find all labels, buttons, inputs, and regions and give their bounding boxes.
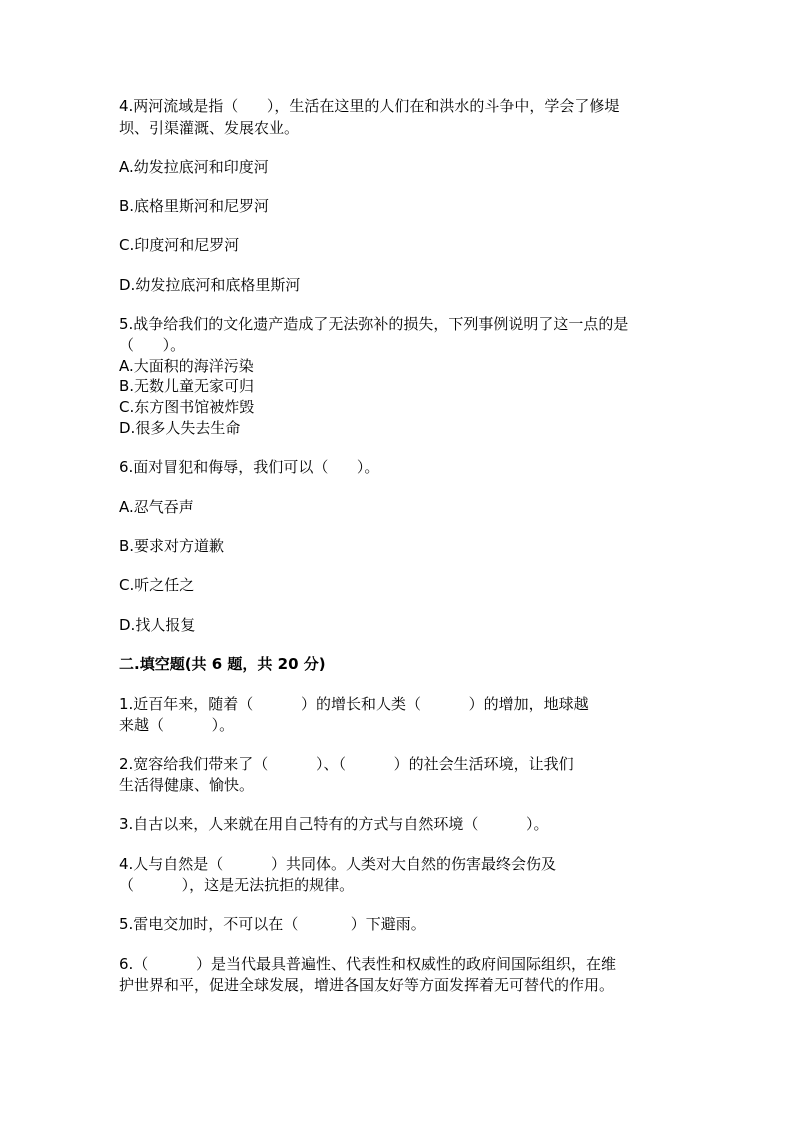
q5-stem-line2: （ ）。 [119, 336, 186, 354]
fill-1-line2: 来越（ ）。 [119, 716, 235, 734]
q6-option-d: D.找人报复 [119, 616, 196, 634]
q6-option-b: B.要求对方道歉 [119, 537, 225, 555]
q4-stem-line1: 4.两河流域是指（ ），生活在这里的人们在和洪水的斗争中，学会了修堤 [119, 97, 620, 115]
fill-2-line2: 生活得健康、愉快。 [119, 776, 255, 794]
fill-4-line1: 4.人与自然是（ ）共同体。人类对大自然的伤害最终会伤及 [119, 855, 556, 873]
q6-stem-line1: 6.面对冒犯和侮辱，我们可以（ ）。 [119, 458, 380, 476]
q4-option-d: D.幼发拉底河和底格里斯河 [119, 276, 301, 294]
q5-stem-line1: 5.战争给我们的文化遗产造成了无法弥补的损失，下列事例说明了这一点的是 [119, 315, 629, 333]
q5-option-c: C.东方图书馆被炸毁 [119, 398, 255, 416]
q5-option-d: D.很多人失去生命 [119, 419, 241, 437]
fill-6-line2: 护世界和平，促进全球发展，增进各国友好等方面发挥着无可替代的作用。 [119, 976, 615, 994]
q6-option-c: C.听之任之 [119, 576, 195, 594]
q5-option-b: B.无数儿童无家可归 [119, 377, 255, 395]
q4-stem-line2: 坝、引渠灌溉、发展农业。 [119, 119, 300, 137]
fill-3-line1: 3.自古以来，人来就在用自己特有的方式与自然环境（ ）。 [119, 815, 549, 833]
fill-4-line2: （ ），这是无法抗拒的规律。 [119, 876, 355, 894]
section-title: 二.填空题(共 6 题，共 20 分) [119, 655, 326, 673]
fill-2-line1: 2.宽容给我们带来了（ ）、（ ）的社会生活环境，让我们 [119, 755, 574, 773]
fill-5-line1: 5.雷电交加时，不可以在（ ）下避雨。 [119, 915, 426, 933]
fill-1-line1: 1.近百年来，随着（ ）的增长和人类（ ）的增加，地球越 [119, 695, 589, 713]
q4-option-c: C.印度河和尼罗河 [119, 236, 240, 254]
q4-option-a: A.幼发拉底河和印度河 [119, 158, 269, 176]
q6-option-a: A.忍气吞声 [119, 498, 194, 516]
q5-option-a: A.大面积的海洋污染 [119, 357, 254, 375]
fill-6-line1: 6.（ ）是当代最具普遍性、代表性和权威性的政府间国际组织，在维 [119, 955, 616, 973]
q4-option-b: B.底格里斯河和尼罗河 [119, 197, 270, 215]
